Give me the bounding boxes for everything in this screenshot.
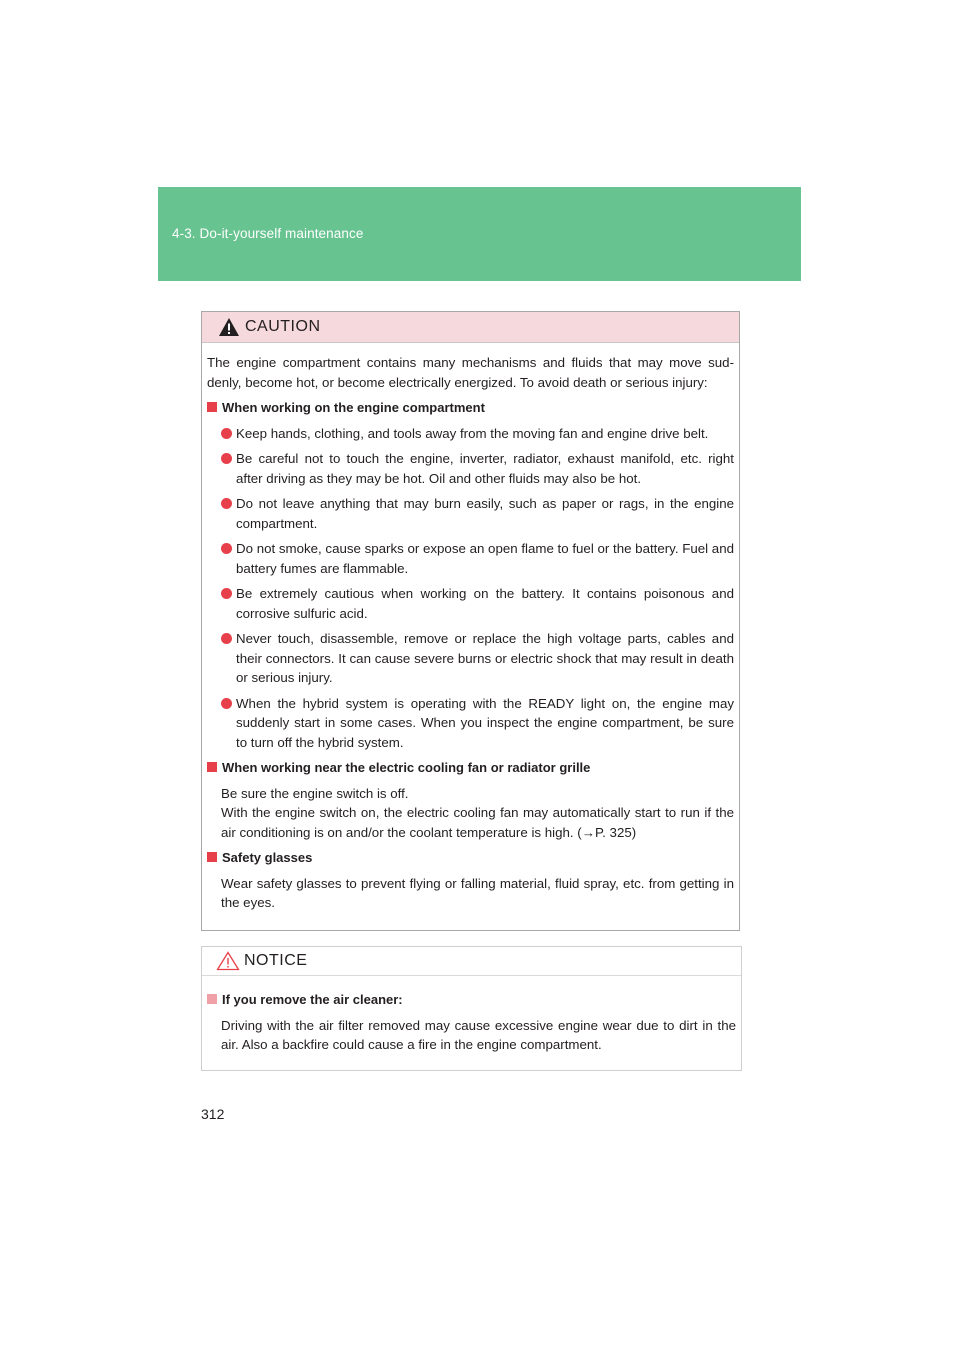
bullet-dot-icon <box>221 498 232 509</box>
bullet-dot-icon <box>221 428 232 439</box>
list-item: Never touch, disassemble, remove or replace the high voltage parts, cables and their connectors. It can cause severe burns or electric shock that may result in death or serious injury. <box>221 629 734 688</box>
list-item: Be careful not to touch the engine, inverter, radiator, exhaust manifold, etc. right after driving as they may be hot. Oil and other fluids may also be hot. <box>221 449 734 488</box>
safety-glasses-text: Wear safety glasses to prevent flying or falling material, fluid spray, etc. from getting in the eyes. <box>221 875 734 910</box>
subheading-safety-glasses: Safety glasses <box>207 848 734 868</box>
notice-header <box>202 947 741 976</box>
bullet-dot-icon <box>221 633 232 644</box>
square-bullet-icon <box>207 994 217 1004</box>
bullet-dot-icon <box>221 698 232 709</box>
square-bullet-icon <box>207 762 217 772</box>
caution-body <box>202 343 739 913</box>
subheading-engine-compartment: When working on the engine compartment <box>207 398 734 418</box>
square-bullet-icon <box>207 852 217 862</box>
caution-header <box>202 312 739 343</box>
notice-box <box>201 946 742 1071</box>
section-title: 4-3. Do-it-yourself maintenance <box>172 226 364 241</box>
list-item: Do not leave anything that may burn easily, such as paper or rags, in the engine compartment. <box>221 494 734 533</box>
page-number: 312 <box>201 1106 225 1122</box>
bullet-dot-icon <box>221 588 232 599</box>
cooling-fan-text: Be sure the engine switch is off. With the engine switch on, the electric cooling fan may automatically start to run if the air conditioning is on and/or the coolant temperature is high. (→P. 325) <box>221 785 734 840</box>
list-item: Do not smoke, cause sparks or expose an open flame to fuel or the battery. Fuel and battery fumes are flammable. <box>221 539 734 578</box>
subheading-cooling-fan: When working near the electric cooling fan or radiator grille <box>207 758 734 778</box>
notice-body <box>202 976 741 1055</box>
caution-box <box>201 311 740 931</box>
list-item: Keep hands, clothing, and tools away from the moving fan and engine drive belt. <box>221 424 734 444</box>
notice-triangle-icon <box>216 951 240 971</box>
bullet-dot-icon <box>221 543 232 554</box>
bullet-dot-icon <box>221 453 232 464</box>
square-bullet-icon <box>207 402 217 412</box>
caution-title: CAUTION <box>245 318 321 335</box>
warning-triangle-icon <box>218 317 240 337</box>
subheading-air-cleaner: If you remove the air cleaner: <box>207 990 736 1010</box>
section-header-band <box>158 187 801 281</box>
notice-title: NOTICE <box>244 952 308 969</box>
caution-intro: The engine compartment contains many mechanisms and fluids that may move sud-denly, become hot, or become electrically energized. To avoid death or serious injury: <box>207 355 734 390</box>
list-item: When the hybrid system is operating with the READY light on, the engine may suddenly start in some cases. When you inspect the engine compartment, be sure to turn off the hybrid system. <box>221 694 734 753</box>
air-cleaner-text: Driving with the air filter removed may cause excessive engine wear due to dirt in the air. Also a backfire could cause a fire in the engine compartment. <box>221 1017 736 1052</box>
list-item: Be extremely cautious when working on the battery. It contains poisonous and corrosive sulfuric acid. <box>221 584 734 623</box>
